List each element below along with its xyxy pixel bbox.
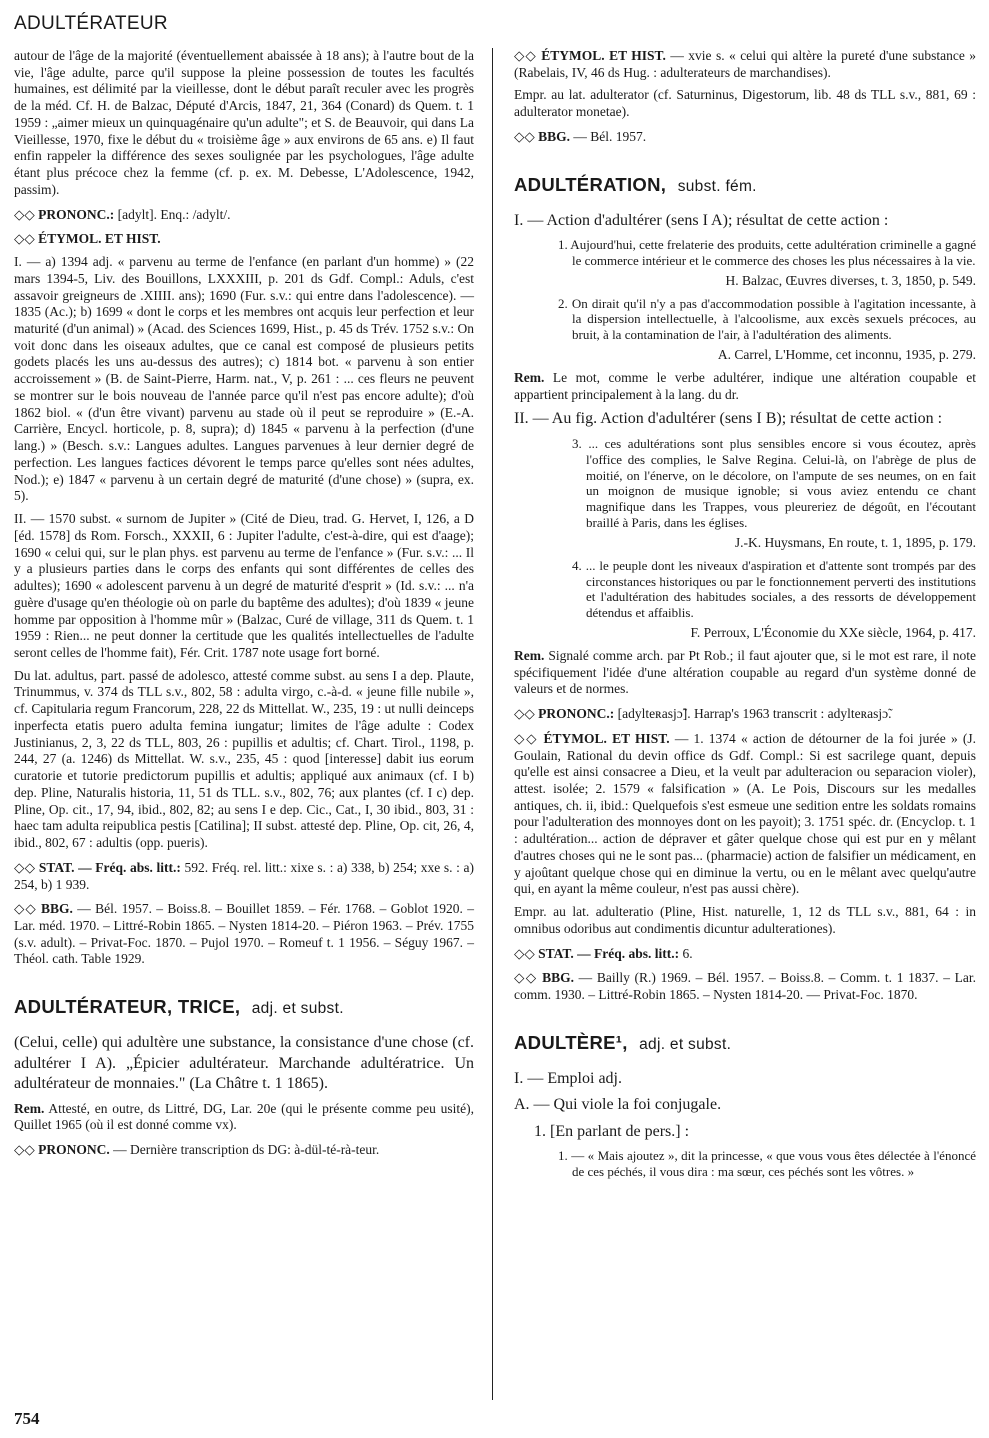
stat-label: ◇◇ STAT. — Fréq. abs. litt.:	[514, 945, 680, 961]
rem-text: Signalé comme arch. par Pt Rob.; il faut ajouter que, si le mot est rare, il note spécifiquement l'idée d'une altération coupable au regard d'un système donné de valeurs et de normes.	[514, 647, 976, 697]
prononc-label: ◇◇ PRONONC.	[14, 1142, 110, 1157]
rem-text: Le mot, comme le verbe adultérer, indique une altération coupable et appartient principalement à la lang. du dr.	[514, 369, 976, 402]
adultere-sense-1: 1. [En parlant de pers.] :	[534, 1122, 690, 1140]
etym-label: ◇◇ ÉTYMOL. ET HIST.	[514, 730, 670, 746]
adulte-etym-p1: I. — a) 1394 adj. « parvenu au terme de l'enfance (en parlant d'un homme) » (22 mars 1394-5, Liv. des Bouillons, LXXXIII, p. 201 ds Gdf. Compl.: Aduls, c'est assavoir greigneurs de .XIIII. ans); 1690 (Fur. s.v.: qui entre dans l'adolescence). — 1835 (Ac.); b) 1699 « dont le corps et les membres ont acquis leur perfection et leur maturité (d'un animal) » (Acad. des Sciences 1699, Hist., p. 45 ds Trév. 1752 s.v.: On voit donc dans les oiseaux adultes, que ce canal est composé de plusieurs petits godets placés les uns au-dessus des autres); c) 1814 bot. « parvenu à son entier accroissement » (B. de Saint-Pierre, Harm. nat., V, p. 261 : ... ces fleurs ne peuvent se montrer sur le bois nouveau de l'année parce qu'il n'est pas encore adulte); d'où 1862 biol. « (d'un être vivant) parvenu au stade où il peut se reproduire » (E.-A. Carrière, Encycl. horticole, p. 8, supra); d) 1845 « parvenu à la perfection (d'une lang.) » (Besch. s.v.: Langues adultes. Langues parvenues à leur dernier degré de perfection. Les langues factices dévorent le temps parce qu'elles sont nées adultes, Nod.); e) 1847 « parvenu à un certain degré de maturité (d'une chose) » (supra, ex. 5).	[14, 254, 474, 504]
adultere-example-1: 1. — « Mais ajoutez », dit la princesse, « que vous vous êtes délectée à l'énoncé de ces péchés, il vous dira : ma sœur, ces péchés sont les vôtres. »	[558, 1148, 976, 1179]
adulterateur-etym	[514, 48, 976, 81]
adulterateur-prononc	[14, 1142, 474, 1159]
example-2: 2. On dirait qu'il n'y a pas d'accommodation possible à l'agitation incessante, à la dispersion intellectuelle, à l'alcoolisme, aux excès sexuels précoces, au bruit, à la contamination de l'air, à l'adultération des aliments.	[558, 295, 976, 343]
entry-heading-adulteration	[514, 174, 976, 197]
adulterateur-rem	[14, 1101, 474, 1134]
bbg-text: — Bél. 1957.	[573, 128, 647, 144]
entry-grammar: subst. fém.	[677, 177, 757, 195]
entry-heading-adultere	[514, 1032, 976, 1055]
example-1-source: H. Balzac, Œuvres diverses, t. 3, 1850, p. 549.	[725, 272, 976, 288]
column-divider	[492, 48, 493, 1400]
entry-grammar: adj. et subst.	[251, 1000, 344, 1018]
bbg-label: ◇◇ BBG.	[14, 901, 73, 917]
entry-grammar: adj. et subst.	[639, 1035, 732, 1053]
adulteration-prononc	[514, 706, 976, 723]
prononc-label: ◇◇ PRONONC.:	[514, 706, 615, 722]
adultere-sense-I: I. — Emploi adj.	[514, 1069, 622, 1087]
prononc-text: — Dernière transcription ds DG: à-dül-té-rà-teur.	[113, 1142, 380, 1157]
right-column	[514, 48, 976, 1186]
rem-label: Rem.	[514, 369, 545, 385]
stat-text: 592. Fréq. rel. litt.: xixe s. : a) 338, b) 254; xxe s. : a) 254, b) 1 939.	[14, 859, 475, 892]
entry-headword: ADULTÉRATION,	[514, 173, 667, 195]
adulteration-sense-II: II. — Au fig. Action d'adultérer (sens I B); résultat de cette action :	[514, 410, 943, 428]
adulteration-etym	[514, 731, 976, 898]
adulte-bbg	[14, 901, 474, 968]
etym-text: — xvie s. « celui qui altère la pureté d'une substance » (Rabelais, IV, 46 ds Hug. : adulterateurs de marchandises).	[514, 48, 977, 80]
page-number: 754	[14, 1409, 40, 1428]
bbg-label: ◇◇ BBG.	[514, 128, 571, 144]
example-2-source: A. Carrel, L'Homme, cet inconnu, 1935, p. 279.	[717, 347, 976, 363]
running-head: ADULTÉRATEUR	[14, 13, 168, 34]
prononc-text: [adylteʀasjɔ̃]. Harrap's 1963 transcrit : adylteʀasjɔ̃.	[617, 706, 892, 722]
adulte-stat	[14, 860, 474, 893]
rem-label: Rem.	[514, 647, 545, 663]
adulteration-bbg	[514, 970, 976, 1003]
example-3-source: J.-K. Huysmans, En route, t. 1, 1895, p. 179.	[734, 534, 976, 550]
bbg-text: — Bél. 1957. – Boiss.8. – Bouillet 1859. – Fér. 1768. – Goblot 1920. – Lar. méd. 1970. – Littré-Robin 1865. – Nysten 1814-20. – Piéron 1963. – Prév. 1755 (s.v. adult). – Privat-Foc. 1870. – Pujol 1970. – Romeuf t. 1 1956. – Séguy 1967. – Théol. cath. Table 1929.	[14, 901, 475, 967]
prononc-label: ◇◇ PRONONC.:	[14, 206, 115, 222]
example-4-source: F. Perroux, L'Économie du XXe siècle, 1964, p. 417.	[690, 625, 976, 641]
entry-headword: ADULTÉRATEUR, TRICE,	[14, 996, 241, 1018]
adulterateur-definition: (Celui, celle) qui adultère une substance, la consistance d'une chose (cf. adultérer I A). „Épicier adultérateur. Marchande adultératrice. Un adultérateur de monnaies." (La Châtre t. 1 1865).	[14, 1034, 474, 1093]
adulteration-stat	[514, 946, 976, 963]
bbg-text: — Bailly (R.) 1969. – Bél. 1957. – Boiss.8. – Comm. t. 1 1837. – Lar. comm. 1930. – Littré-Robin 1865. – Nysten 1814-20. — Privat-Foc. 1870.	[514, 970, 977, 1003]
entry-headword: ADULTÈRE¹,	[514, 1031, 628, 1053]
stat-text: 6.	[682, 945, 693, 961]
adulteration-sense-I: I. — Action d'adultérer (sens I A); résultat de cette action :	[514, 211, 889, 229]
bbg-label: ◇◇ BBG.	[514, 970, 574, 986]
adulteration-rem-2	[514, 648, 976, 698]
adulteration-rem-1	[514, 370, 976, 403]
adulterateur-bbg	[514, 129, 976, 146]
etym-text: — 1. 1374 « action de détourner de la foi jurée » (J. Goulain, Rational du devin office ds Gdf. Compl.: Si est sacrilege quant, depuis qu'elle est ainsi consacree a Dieu, et la veult par adulteracion ou separacion violer), attest. isolée; 2. 1579 « falsification » (A. Le Pois, Discours sur les medalles antiques, ch. ii, ibid.: Quelquefois s'est esmeue une sedition entre les soldats romains pour l'adulteration des monnoyes dont on les payoit); 3. 1751 spéc. dr. (Encyclop. t. 1 : adultération... action de dépraver et gâter quelque chose qui est pur en y mêlant d'autres choses qui ne le sont pas... (pharmacie) action de falsifier un médicament, en y ajoûtant quelque chose qui en diminue la vertu, ou en le mêlant avec quelqu'autre qui, en ayant la même couleur, n'est pas aussi chère).	[514, 730, 976, 897]
rem-label: Rem.	[14, 1100, 45, 1116]
rem-text: Attesté, en outre, ds Littré, DG, Lar. 20e (qui le présente comme peu usité), Quillet 1965 (où il est donné comme vx).	[14, 1100, 474, 1133]
etym-label: ◇◇ ÉTYMOL. ET HIST.	[514, 48, 666, 63]
stat-label: ◇◇ STAT. — Fréq. abs. litt.:	[14, 859, 181, 875]
adulte-prononc	[14, 207, 474, 224]
entry-heading-adulterateur	[14, 996, 474, 1019]
adulte-etym-p2: II. — 1570 subst. « surnom de Jupiter » (Cité de Dieu, trad. G. Hervet, I, 126, a D [éd. 1578] ds Rom. Forsch., XXXII, 6 : Jupiter l'adulte, c'est-à-dire, qui est d'aage); 1690 « celui qui, sur le plan phys. est parvenu au terme de l'enfance » (Fur. s.v.: ... Il y a plusieurs parties dans le corps des enfants qui sont différentes de celles des adultes); 1690 « adolescent parvenu à un degré de maturité d'esprit » (Id. s.v.: ... n'a guère d'usage qu'en théologie où on parle du baptême des adultes); d'où 1839 « jeune homme par opposition à l'homme mûr » (Balzac, Curé de village, 311 ds Quem. t. 1 1959 : Rien... ne peut donner la certitude que les qualités intellectuelles de l'adulte seront celles de l'homme fait), Fér. Crit. 1787 note usage fort borné.	[14, 511, 474, 660]
adultere-sense-A: A. — Qui viole la foi conjugale.	[514, 1096, 722, 1114]
adulte-sense-paragraph: autour de l'âge de la majorité (éventuellement abaissée à 18 ans); à l'autre bout de la vie, l'âge adulte, parce qu'il suppose la pleine possession de toutes les facultés humaines, est délimité par la vieillesse, dont le début paraît reculer avec les progrès de la méd. Cf. H. de Balzac, Député d'Arcis, 1847, 21, 364 (Conard) ds Quem. t. 1 1959 : „aimer mieux un quinquagénaire qu'un adulte"; et S. de Beauvoir, qui dans La Vieillesse, 1970, fixe le début du « troisième âge » aux environs de 65 ans. e) Il faut enfin rappeler la différence des sexes soulignée par les psychologues, l'âge adulte étant plus précoce chez la femme (cf. p. ex. M. Debesse, L'Adolescence, 1942, passim).	[14, 48, 474, 197]
adulterateur-etym-latin: Empr. au lat. adulterator (cf. Saturninus, Digestorum, lib. 48 ds TLL s.v., 881, 69 : adulterator monetae).	[514, 87, 976, 120]
prononc-text: [adylt]. Enq.: /adylt/.	[117, 206, 231, 222]
adulteration-etym-latin: Empr. au lat. adulteratio (Pline, Hist. naturelle, 1, 12 ds TLL s.v., 881, 64 : in omnibus odoribus aut condimentis dicuntur adulterationes).	[514, 904, 976, 936]
example-4: 4. ... le peuple dont les niveaux d'aspiration et d'attente sont trompés par des circonstances historiques ou par le fonctionnement perverti des institutions et l'adultération des habitudes sociales, a des ressorts de développement détendus et affaiblis.	[572, 557, 976, 621]
adulte-etym-p3: Du lat. adultus, part. passé de adolesco, attesté comme subst. au sens I a dep. Plaute, Trinummus, v. 374 ds TLL s.v., 802, 58 : adulta virgo, c.-à-d. « jeune fille nubile », cf. Capitularia regum Francorum, 228, 22 ds Mittellat. W., 235, 19 : ut nulli deinceps inperfecta etatis puero adulta femina iungatur; limites de l'âge adulte : Codex Justinianus, 2, 3, 22 ds TLL, 803, 26 : pupillis et adultis; cf. Chart. Tirol., 1198, p. 244, 27 (a. 1246) ds Mittellat. W. s.v., 235, 45 : quod [interesse] dabit ius eorum curatorie et tutorie predictorum pupillis et adultis; appliqué aux animaux (cf. I b) dep. Pline, Naturalis historia, 11, 51 ds TLL. s.v., 802, 76; aux plantes (cf. I c) dep. Pline, Op. cit., 17, 94, ibid., 802, 82; au sens I e dep. Cic., Cat., I, 30 ibid., 803, 31 : haec tam adulta reipublica pestis [Catilina]; II subst. attesté dep. Pline, Op. cit, 26, 4, ibid., 802, 67 : adultis (opp. pueris).	[14, 667, 474, 851]
example-3: 3. ... ces adultérations sont plus sensibles encore si vous écoutez, après l'office des complies, le Salve Regina. Celui-là, on l'abrège de plus de moitié, on l'énerve, on le décolore, on l'ampute de ses neumes, on en fait un moignon de musique ignoble; si vous aviez entendu ce chant magnifique dans les Trappes, vous pleureriez de dégoût, en l'écoutant braillé à Paris, dans les églises.	[572, 435, 976, 531]
adulte-etym-label: ◇◇ ÉTYMOL. ET HIST.	[14, 231, 161, 247]
left-column	[14, 48, 474, 1165]
example-1: 1. Aujourd'hui, cette frelaterie des produits, cette adultération criminelle a gagné le commerce intérieur et le commerce des choses les plus nécessaires à la vie.	[558, 237, 976, 268]
